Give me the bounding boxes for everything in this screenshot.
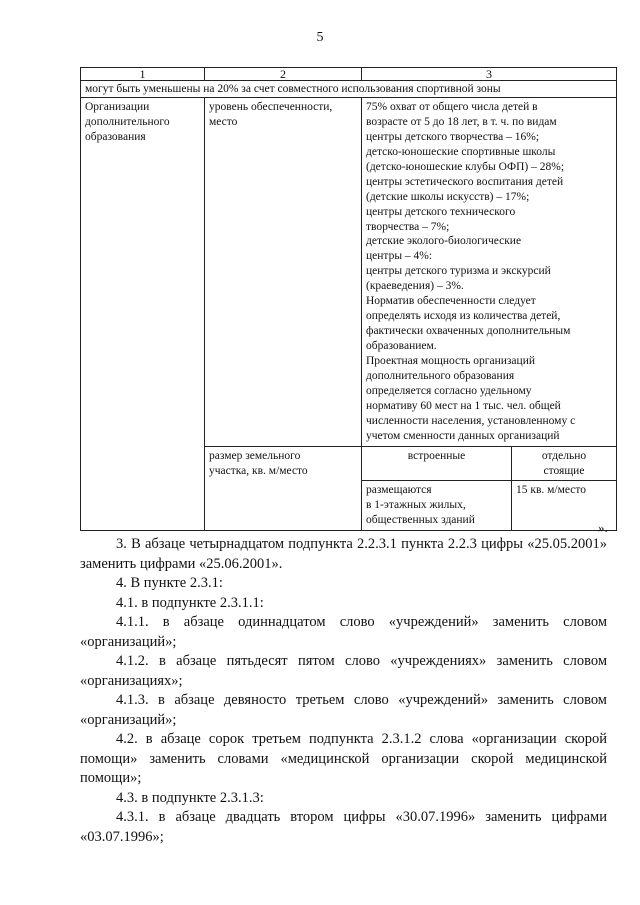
- paragraph-4-3: 4.3. в подпункте 2.3.1.3:: [116, 789, 264, 806]
- closing-quote: ».: [598, 520, 608, 535]
- paragraph-4-1-1: 4.1.1. в абзаце одиннадцатом слово «учреждений» заменить словом «организаций»;: [80, 614, 607, 650]
- embedded-header-cell: встроенные: [362, 446, 512, 481]
- separate-header-cell: отдельно стоящие: [512, 446, 617, 481]
- paragraph-4-1-2: 4.1.2. в абзаце пятьдесят пятом слово «учреждениях» заменить словом «организациях»;: [80, 653, 607, 689]
- note-row: [81, 81, 617, 98]
- page-number: 5: [316, 30, 324, 45]
- organization-name-cell: Организации дополнительного образования: [81, 98, 205, 531]
- amendment-text: [80, 535, 607, 847]
- column-number-row: [81, 68, 617, 81]
- paragraph-4-1: 4.1. в подпункте 2.3.1.1:: [116, 594, 264, 611]
- separate-value-cell: 15 кв. м/место: [512, 481, 617, 531]
- column-number-3: 3: [362, 68, 617, 81]
- paragraph-4-3-1: 4.3.1. в абзаце двадцать втором цифры «30.07.1996» заменить цифрами «03.07.1996»;: [80, 809, 607, 845]
- criterion-land-size-cell: размер земельного участка, кв. м/место: [205, 446, 362, 531]
- column-number-2: 2: [205, 68, 362, 81]
- coverage-row: [81, 98, 617, 447]
- column-number-1: 1: [81, 68, 205, 81]
- paragraph-4-1-3: 4.1.3. в абзаце девяносто третьем слово «учреждений» заменить словом «организаций»;: [80, 692, 607, 728]
- note-cell: могут быть уменьшены на 20% за счет совместного использования спортивной зоны: [81, 81, 617, 98]
- embedded-value-cell: размещаются в 1-этажных жилых, общественных зданий: [362, 481, 512, 531]
- criterion-capacity-cell: уровень обеспеченности, место: [205, 98, 362, 447]
- paragraph-3: 3. В абзаце четырнадцатом подпункта 2.2.3.1 пункта 2.2.3 цифры «25.05.2001» заменить цифрами «25.06.2001».: [80, 536, 607, 572]
- norm-text-cell: 75% охват от общего числа детей в возрасте от 5 до 18 лет, в т. ч. по видам центры детского творчества – 16%; детско-юношеские спортивные школы (детско-юношеские клубы ОФП) – 28%; центры эстетического воспитания детей (детские школы искусств) – 17%; центры детского технического творчества – 7%; детские эколого-биологические центры – 4%: центры детского туризма и экскурсий (краеведения) – 3%. Норматив обеспеченности следует определять исходя из количества детей, фактически охваченных дополнительным образованием. Проектная мощность организаций дополнительного образования определяется согласно удельному нормативу 60 мест на 1 тыс. чел. общей численности населения, установленному с учетом сменности данных организаций: [362, 98, 617, 447]
- paragraph-4: 4. В пункте 2.3.1:: [116, 575, 223, 591]
- norms-table: [80, 67, 616, 531]
- paragraph-4-2: 4.2. в абзаце сорок третьем подпункта 2.3.1.2 слова «организации скорой помощи» заменить словами «медицинской организации скорой медицинской помощи»;: [80, 731, 607, 786]
